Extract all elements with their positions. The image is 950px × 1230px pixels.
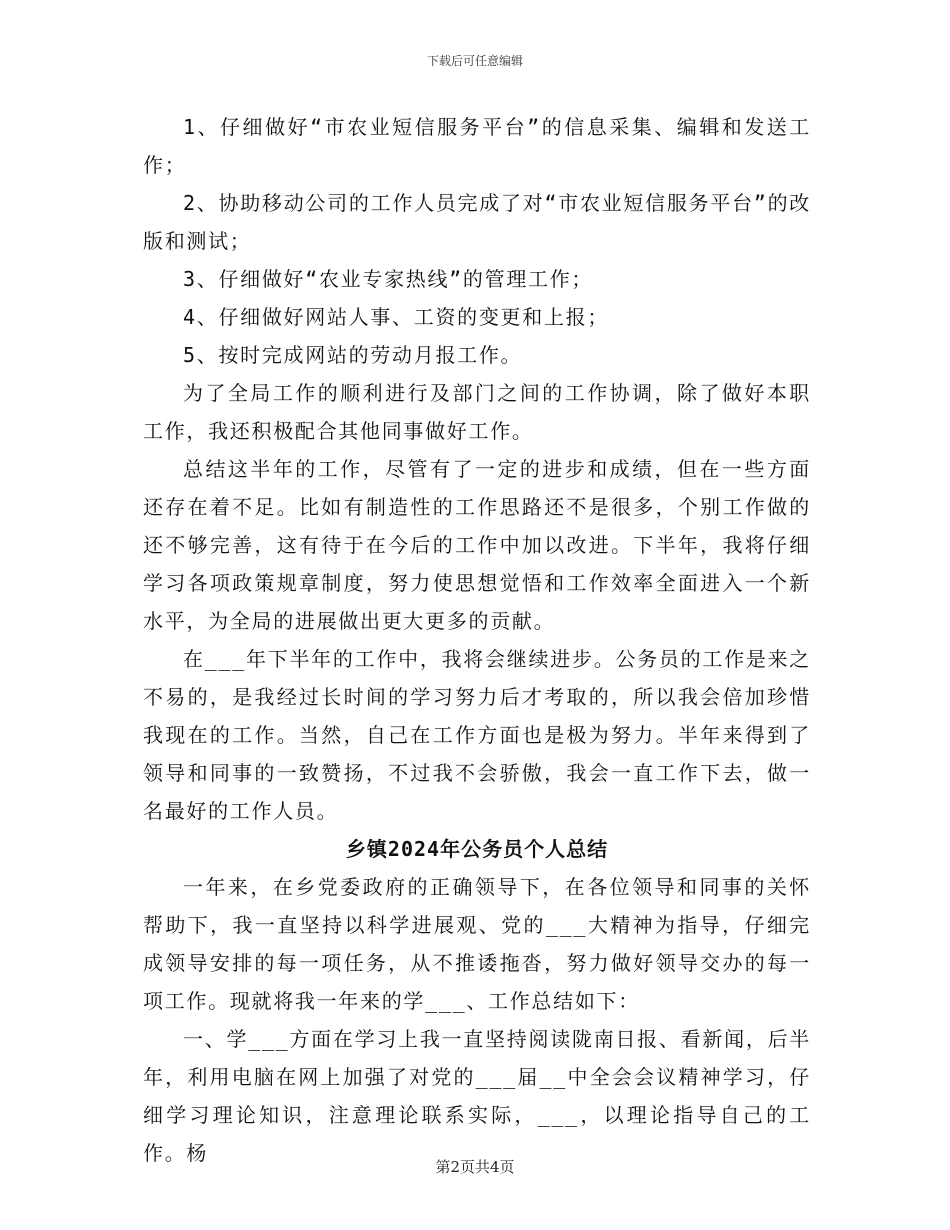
body-paragraph: 为了全局工作的顺利进行及部门之间的工作协调，除了做好本职工作，我还积极配合其他同事做好工作。: [143, 381, 811, 443]
body-paragraph: 在___年下半年的工作中，我将会继续进步。公务员的工作是来之不易的，是我经过长时间的学习努力后才考取的，所以我会倍加珍惜我现在的工作。当然，自己在工作方面也是极为努力。半年来得到了领导和同事的一致赞扬，不过我不会骄傲，我会一直工作下去，做一名最好的工作人员。: [143, 647, 811, 823]
body-paragraph: 总结这半年的工作，尽管有了一定的进步和成绩，但在一些方面还存在着不足。比如有制造性的工作思路还不是很多，个别工作做的还不够完善，这有待于在今后的工作中加以改进。下半年，我将仔细学习各项政策规章制度，努力使思想觉悟和工作效率全面进入一个新水平，为全局的进展做出更大更多的贡献。: [143, 457, 811, 633]
body-paragraph: 一、学___方面在学习上我一直坚持阅读陇南日报、看新闻，后半年，利用电脑在网上加强了对党的___届__中全会会议精神学习，仔细学习理论知识，注意理论联系实际，___，以理论指导自己的工作。杨: [143, 1027, 811, 1165]
list-item-1: 1、仔细做好“市农业短信服务平台”的信息采集、编辑和发送工作；: [143, 115, 811, 177]
body-paragraph: 一年来，在乡党委政府的正确领导下，在各位领导和同事的关怀帮助下，我一直坚持以科学进展观、党的___大精神为指导，仔细完成领导安排的每一项任务，从不推诿拖沓，努力做好领导交办的每一项工作。现就将我一年来的学___、工作总结如下：: [143, 875, 811, 1013]
list-item-4: 4、仔细做好网站人事、工资的变更和上报；: [183, 305, 610, 329]
list-item-2: 2、协助移动公司的工作人员完成了对“市农业短信服务平台”的改版和测试；: [143, 191, 811, 253]
section-title: 乡镇2024年公务员个人总结: [345, 837, 609, 861]
page-footer: 第2页共4页: [435, 1158, 515, 1176]
document-body: [143, 108, 811, 1172]
page-header: 下载后可任意编辑: [426, 54, 523, 68]
list-item-5: 5、按时完成网站的劳动月报工作。: [183, 343, 523, 367]
list-item-3: 3、仔细做好“农业专家热线”的管理工作；: [183, 267, 594, 291]
